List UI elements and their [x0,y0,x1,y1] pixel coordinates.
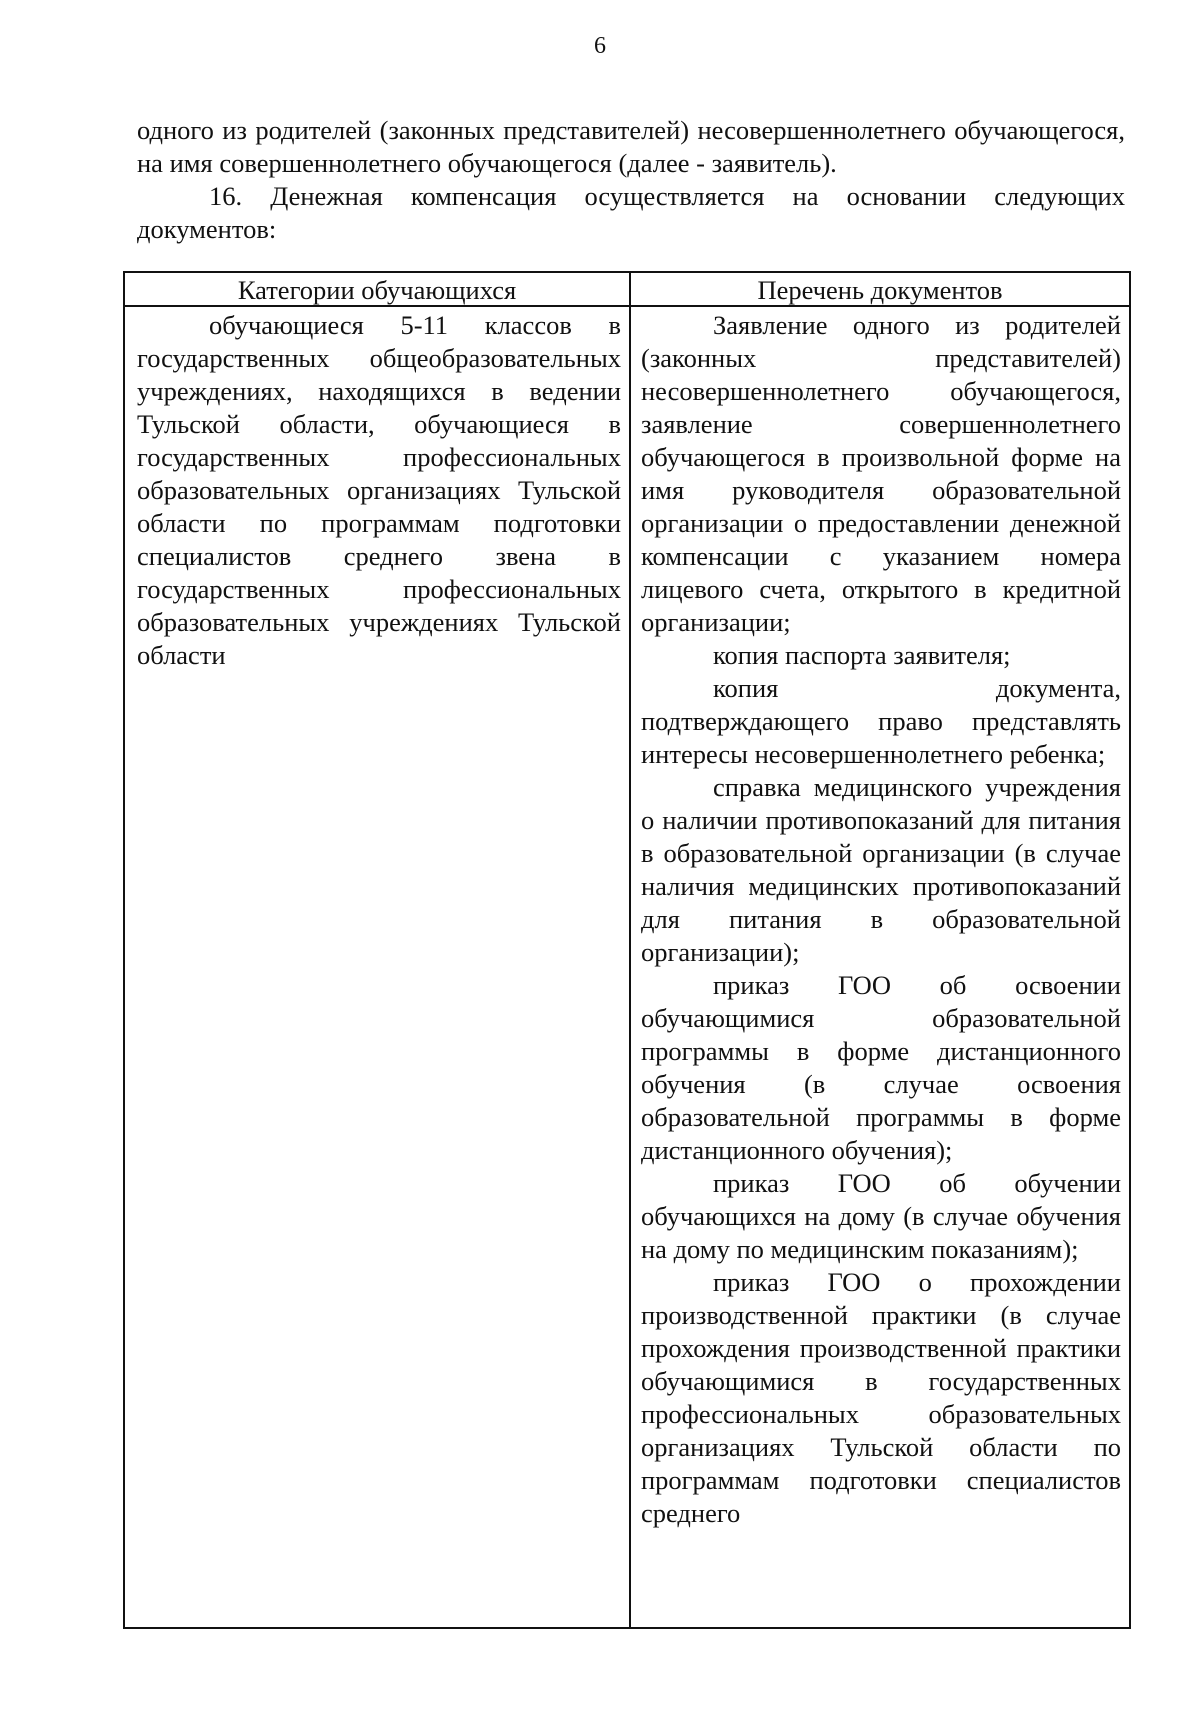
categories-text: обучающиеся 5-11 классов в государственных общеобразовательных учреждениях, находящихся в ведении Тульской области, обучающиеся в государственных профессиональных образовательных организациях Тульской области по программам подготовки специалистов среднего звена в государственных профессиональных образовательных учреждениях Тульской области [137,310,621,670]
header-documents: Перечень документов [757,275,1003,305]
categories-cell [137,309,621,672]
intro-text [137,114,1125,246]
table-header-divider [125,305,1129,307]
document-item: копия паспорта заявителя; [713,640,1011,670]
intro-paragraph-continuation: одного из родителей (законных представителей) несовершеннолетнего обучающегося, на имя совершеннолетнего обучающегося (далее - заявитель). [137,115,1125,178]
documents-cell [641,309,1121,1530]
document-item: приказ ГОО о прохождении производственной практики (в случае прохождения производственной практики обучающимися в государственных профессиональных образовательных организациях Тульской области по программам подготовки специалистов среднего [641,1267,1121,1528]
documents-table [123,271,1131,1629]
header-categories: Категории обучающихся [237,275,517,305]
document-item: справка медицинского учреждения о наличии противопоказаний для питания в образовательной организации (в случае наличия медицинских противопоказаний для питания в образовательной организации); [641,772,1121,967]
intro-paragraph-16: 16. Денежная компенсация осуществляется на основании следующих документов: [137,181,1125,244]
document-item: приказ ГОО об освоении обучающимися образовательной программы в форме дистанционного обучения (в случае освоения образовательной программы в форме дистанционного обучения); [641,970,1121,1165]
page-number: 6 [594,33,606,59]
document-item: Заявление одного из родителей (законных представителей) несовершеннолетнего обучающегося, заявление совершеннолетнего обучающегося в произвольной форме на имя руководителя образовательной организации о предоставлении денежной компенсации с указанием номера лицевого счета, открытого в кредитной организации; [641,310,1121,637]
document-item: копия документа, подтверждающего право представлять интересы несовершеннолетнего ребенка; [641,673,1121,769]
document-item: приказ ГОО об обучении обучающихся на дому (в случае обучения на дому по медицинским показаниям); [641,1168,1121,1264]
table-column-divider [629,273,631,1627]
